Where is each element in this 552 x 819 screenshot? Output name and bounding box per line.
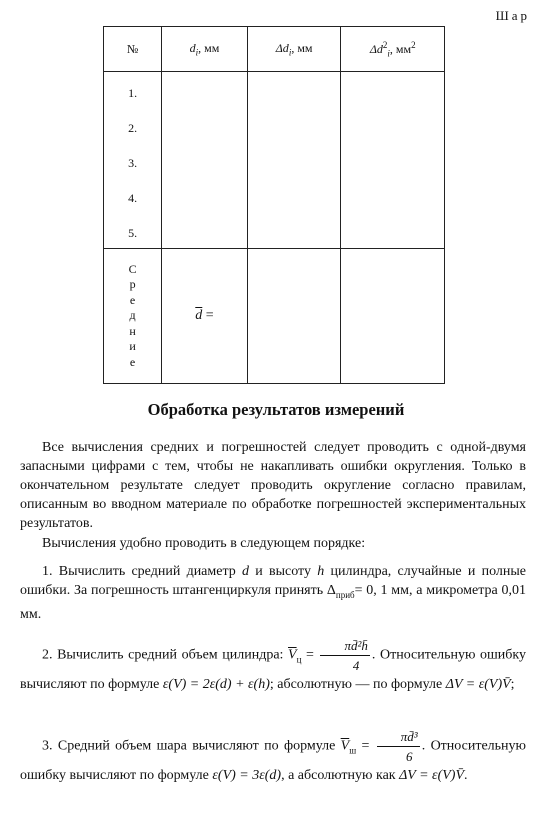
col-header-diameter: $d_i$, мм	[162, 27, 248, 72]
row-number: 1.	[128, 86, 138, 100]
row-number: 2.	[128, 121, 138, 135]
step-3: 3. Средний объем шара вычисляют по формуле $\overline{V}_ш$ = $\frac{\text{πd̄³}}{6}$ . Относительную ошибку вычисляют по формуле ε(V) = 3ε(d), а абсолютную как ΔV = ε(V)V̄.	[20, 729, 526, 783]
average-delta-squared-cell	[341, 249, 445, 384]
paragraph-intro: Все вычисления средних и погрешностей следует проводить с одной-двумя запасными цифрами с тем, чтобы не накапливать ошибки округления. Только в окончательном результате следует проводить округление согласно правилам, описанным во вводном материале по обработке погрешностей экспериментальных результатов.	[20, 440, 526, 531]
section-title: Обработка результатов измерений	[147, 400, 405, 419]
table-average-row	[104, 249, 445, 384]
table-header-row	[104, 27, 445, 72]
sphere-volume-fraction: $\frac{\text{πd̄³}}{6}$	[377, 727, 420, 766]
average-delta-cell	[247, 249, 341, 384]
row-number: 5.	[128, 226, 138, 240]
delta-squared-values-cell	[341, 72, 445, 249]
paragraph-order: Вычисления удобно проводить в следующем порядке:	[42, 536, 366, 551]
row-number: 4.	[128, 191, 138, 205]
col-header-number: №	[104, 27, 162, 72]
page-label: Шар	[495, 8, 530, 23]
average-label-cell: С р е д н и е	[104, 249, 162, 384]
row-numbers-cell	[104, 72, 162, 249]
table-measurements-row	[104, 72, 445, 249]
step-2: 2. Вычислить средний объем цилиндра: $\overline{V}_ц$ = $\frac{\text{πd̄²h̄}}{4}$ . Относительную ошибку вычисляют по формуле ε(V) = 2ε(d) + ε(h); абсолютную — по формуле ΔV = ε(V)V̄;	[20, 638, 526, 692]
col-header-delta-d-squared: $\Delta d^2_i$, $мм^2$	[341, 27, 445, 72]
average-diameter-cell: $\overline{d}$ =	[162, 249, 248, 384]
measurement-table	[103, 26, 445, 384]
diameter-values-cell	[162, 72, 248, 249]
cylinder-volume-fraction: $\frac{\text{πd̄²h̄}}{4}$	[320, 636, 369, 675]
col-header-delta-d: $\Delta d_i$, мм	[247, 27, 341, 72]
step-1: 1. Вычислить средний диаметр d и высоту h цилиндра, случайные и полные ошибки. За погрешность штангенциркуля принять $\Delta_{приб}= 0$, 1 мм, а микрометра 0,01 мм.	[20, 564, 526, 622]
delta-values-cell	[247, 72, 341, 249]
row-number: 3.	[128, 156, 138, 170]
